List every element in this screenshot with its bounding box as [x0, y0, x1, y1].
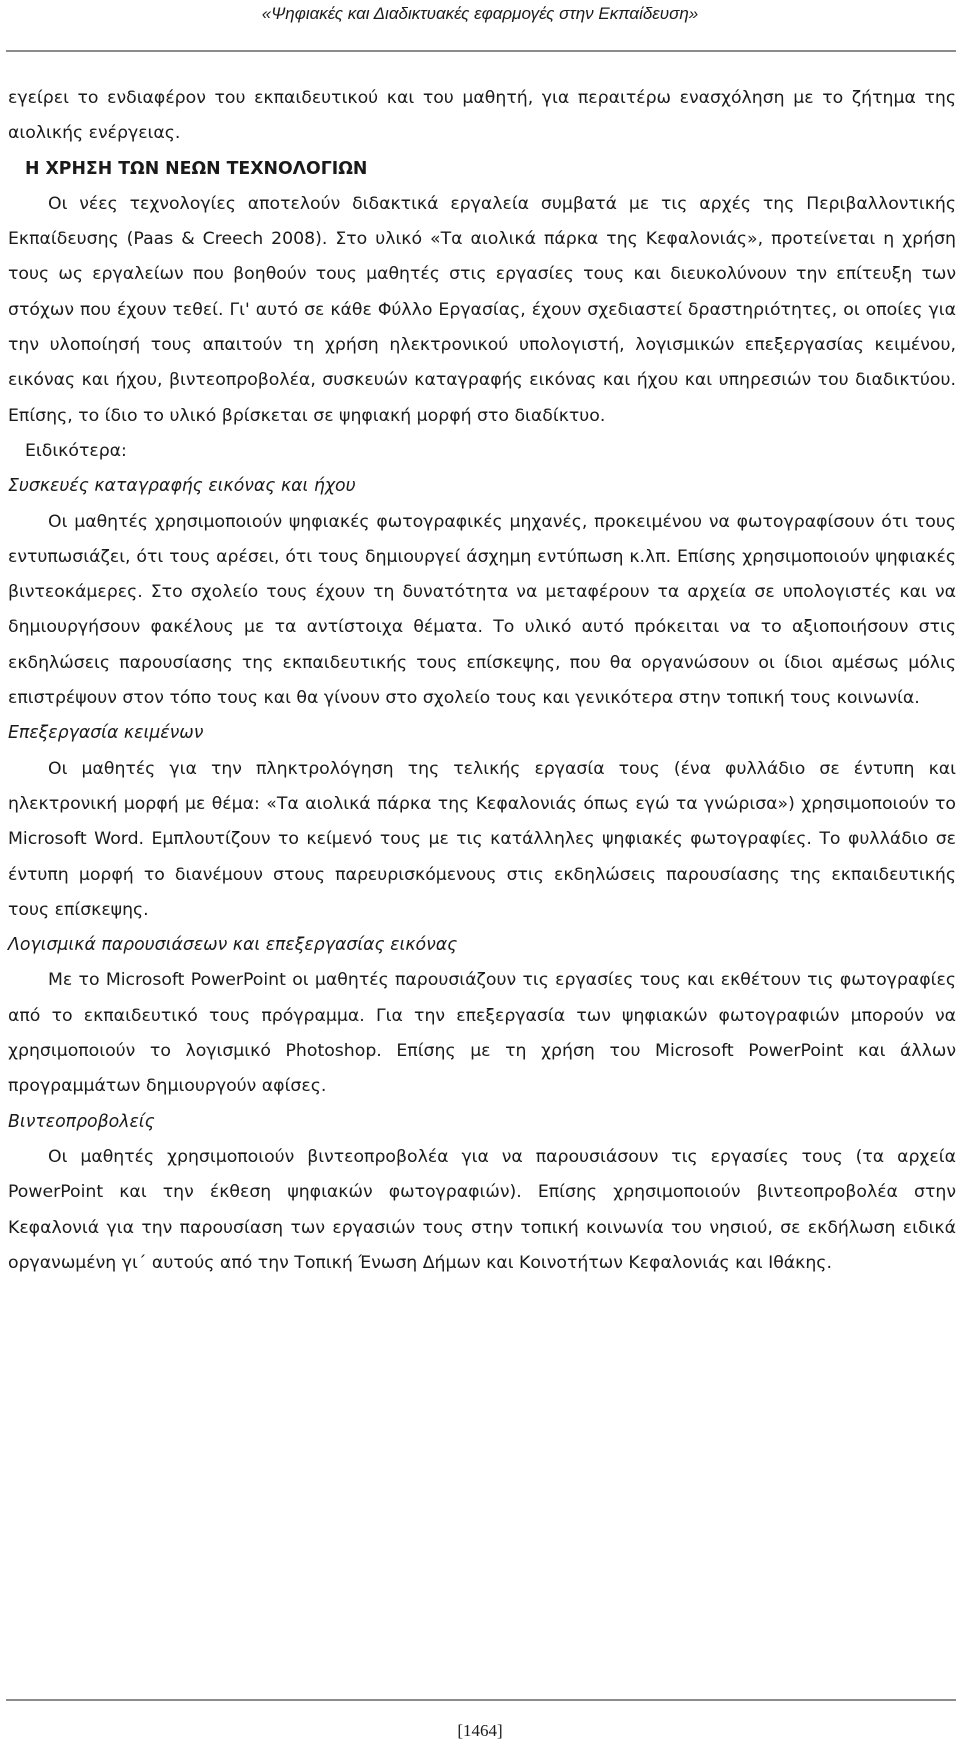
subsection-title-text-processing: Επεξεργασία κειμένων — [8, 723, 204, 744]
subsection-text-projectors: Οι μαθητές χρησιμοποιούν βιντεοπροβολέα για να παρουσιάσουν τις εργασίες τους (τα αρχεία PowerPoint και την έκθεση ψηφιακών φωτογραφιών). Επίσης χρησιμοποιούν βιντεοπροβολέα στην Κεφαλονιά για την παρουσίαση των εργασιών τους στην τοπική κοινωνία του νησιού, σε εκδήλωση ειδικά οργανωμένη γι΄ αυτούς από την Τοπική Ένωση Δήμων και Κοινοτήτων Κεφαλονιάς και Ιθάκης. — [8, 1146, 956, 1273]
header-rule — [6, 50, 956, 52]
subsection-title-presentation-software: Λογισμικά παρουσιάσεων και επεξεργασίας εικόνας — [8, 935, 458, 956]
subsection-text-capture-devices: Οι μαθητές χρησιμοποιούν ψηφιακές φωτογραφικές μηχανές, προκειμένου να φωτογραφίσουν ότι τους εντυπωσιάζει, ότι τους αρέσει, ότι τους δημιουργεί άσχημη εντύπωση κ.λπ. Επίσης χρησιμοποιούν ψηφιακές βιντεοκάμερες. Στο σχολείο τους έχουν τη δυνατότητα να μεταφέρουν τα αρχεία σε υπολογιστές και να δημιουργήσουν φακέλους με τα αντίστοιχα θέματα. Το υλικό αυτό πρόκειται να το αξιοποιήσουν στις εκδηλώσεις παρουσίασης της εκπαιδευτικής τους επίσκεψης, που θα οργανώσουν οι ίδιοι αμέσως μόλις επιστρέψουν στον τόπο τους και θα γίνουν στο σχολείο τους και γενικότερα στην τοπική τους κοινωνία. — [8, 511, 956, 709]
section-heading: Η ΧΡΗΣΗ ΤΩΝ ΝΕΩΝ ΤΕΧΝΟΛΟΓΙΩΝ — [25, 158, 368, 179]
subsection-text-presentation-software: Με το Microsoft PowerPoint οι μαθητές παρουσιάζουν τις εργασίες τους και εκθέτουν τις φωτογραφίες από το εκπαιδευτικό τους πρόγραμμα. Για την επεξεργασία των ψηφιακών φωτογραφιών μπορούν να χρησιμοποιούν το λογισμικό Photoshop. Επίσης με τη χρήση του Microsoft PowerPoint και άλλων προγραμμάτων δημιουργούν αφίσες. — [8, 970, 956, 1097]
footer-rule — [6, 1699, 956, 1701]
subsection-title-projectors: Βιντεοπροβολείς — [8, 1111, 155, 1132]
running-header: «Ψηφιακές και Διαδικτυακές εφαρμογές στην Εκπαίδευση» — [261, 4, 699, 23]
subsection-title-capture-devices: Συσκευές καταγραφής εικόνας και ήχου — [8, 476, 356, 497]
page-number: [1464] — [457, 1721, 503, 1740]
section-paragraph: Οι νέες τεχνολογίες αποτελούν διδακτικά εργαλεία συμβατά με τις αρχές της Περιβαλλοντικής Εκπαίδευσης (Paas & Creech 2008). Στο υλικό «Τα αιολικά πάρκα της Κεφαλονιάς», προτείνεται η χρήση τους ως εργαλείων που βοηθούν τους μαθητές στις εργασίες τους και διευκολύνουν την επίτευξη των στόχων που έχουν τεθεί. Γι' αυτό σε κάθε Φύλλο Εργασίας, έχουν σχεδιαστεί δραστηριότητες, οι οποίες για την υλοποίησή τους απαιτούν τη χρήση ηλεκτρονικού υπολογιστή, λογισμικών επεξεργασίας κειμένου, εικόνας και ήχου, βιντεοπροβολέα, συσκευών καταγραφής εικόνας και ήχου και υπηρεσιών του διαδικτύου. Επίσης, το ίδιο το υλικό βρίσκεται σε ψηφιακή μορφή στο διαδίκτυο. — [8, 193, 956, 426]
specifically-label: Ειδικότερα: — [25, 440, 127, 461]
subsection-text-text-processing: Οι μαθητές για την πληκτρολόγηση της τελικής εργασία τους (ένα φυλλάδιο σε έντυπη και ηλεκτρονική μορφή με θέμα: «Τα αιολικά πάρκα της Κεφαλονιάς όπως εγώ τα γνώρισα») χρησιμοποιούν το Microsoft Word. Εμπλουτίζουν το κείμενό τους με τις κατάλληλες ψηφιακές φωτογραφίες. Το φυλλάδιο σε έντυπη μορφή το διανέμουν στους παρευρισκόμενους στις εκδηλώσεις παρουσίασης της εκπαιδευτικής τους επίσκεψης. — [8, 758, 956, 920]
page-body — [8, 81, 956, 1281]
intro-paragraph: εγείρει το ενδιαφέρον του εκπαιδευτικού και του μαθητή, για περαιτέρω ενασχόληση με το ζήτημα της αιολικής ενέργειας. — [8, 88, 956, 144]
